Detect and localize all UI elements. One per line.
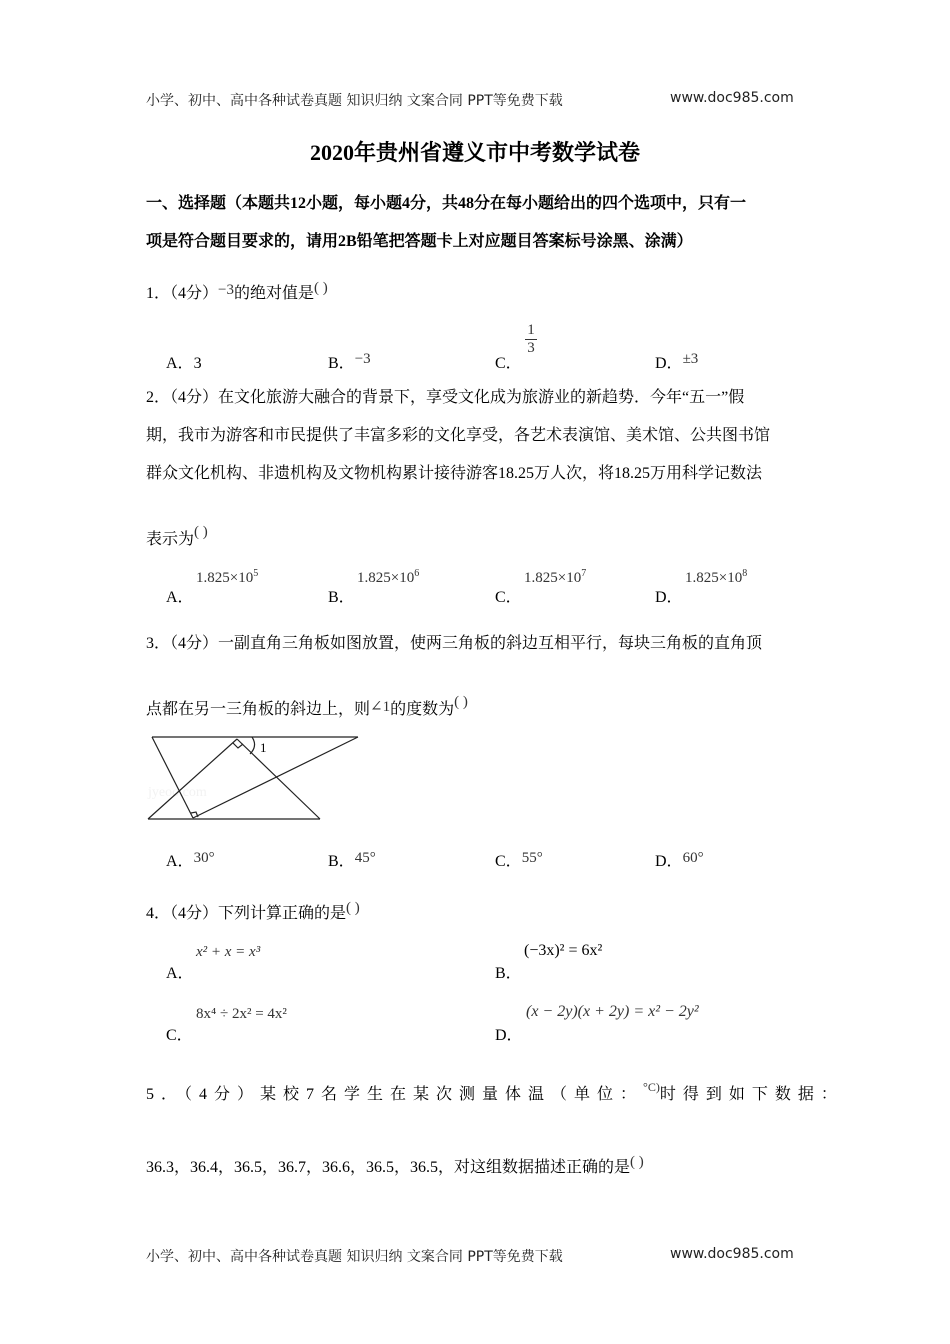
- q5-line1: 5．（4分）某校7名学生在某次测量体温（单位：$^{^\circ C)}$时得到如下数据：: [146, 1080, 844, 1103]
- triangle-b-leg: [148, 739, 237, 819]
- q2-line4: 表示为( ): [146, 524, 208, 548]
- q1-fraction: 1 3: [525, 322, 537, 357]
- q4-option-c-value: 8x⁴ ÷ 2x² = 4x²: [196, 1006, 287, 1022]
- q1-option-c[interactable]: C．: [495, 355, 522, 372]
- q3-option-c[interactable]: C．55°: [495, 850, 543, 870]
- q5-line2: 36.3，36.4，36.5，36.7，36.6，36.5，36.5，对这组数据描述正确的是( ): [146, 1154, 644, 1176]
- q4-option-a[interactable]: A．: [166, 965, 194, 982]
- q3-option-b[interactable]: B．45°: [328, 850, 376, 870]
- section-heading: 一、选择题（本题共12小题，每小题4分，共48分在每小题给出的四个选项中，只有一: [146, 195, 747, 212]
- q3-line1: 3．（4分）一副直角三角板如图放置，使两三角板的斜边互相平行，每块三角板的直角顶: [146, 635, 763, 652]
- q1-stem: 1．（4分）−3的绝对值是( ): [146, 280, 328, 302]
- q2-line1: 2．（4分）在文化旅游大融合的背景下，享受文化成为旅游业的新趋势．今年“五一”假: [146, 389, 745, 406]
- q4-option-c[interactable]: C．: [166, 1027, 193, 1044]
- q4-option-d[interactable]: D．: [495, 1027, 523, 1044]
- section-heading-cont: 项是符合题目要求的，请用2B铅笔把答题卡上对应题目答案标号涂黑、涂满）: [146, 233, 693, 250]
- page-title: 2020年贵州省遵义市中考数学试卷: [309, 140, 640, 165]
- q1-option-d[interactable]: D．±3: [655, 351, 699, 372]
- header-link[interactable]: www.doc985.com: [670, 90, 794, 106]
- q3-line2: 点都在另一三角板的斜边上，则∠1的度数为( ): [146, 694, 468, 718]
- header-text: 小学、初中、高中各种试卷真题 知识归纳 文案合同 PPT等免费下载: [146, 93, 563, 109]
- q2-option-d[interactable]: D．: [655, 589, 683, 606]
- triangle-a-leg2: [193, 737, 358, 818]
- q2-option-b[interactable]: B．: [328, 589, 355, 606]
- q4-option-b[interactable]: B．: [495, 965, 522, 982]
- footer-text: 小学、初中、高中各种试卷真题 知识归纳 文案合同 PPT等免费下载: [146, 1249, 563, 1265]
- figure-watermark: jyeoo.com: [148, 785, 207, 800]
- q2-option-c[interactable]: C．: [495, 589, 522, 606]
- triangle-b-leg2: [237, 739, 320, 819]
- q1-option-b[interactable]: B．−3: [328, 351, 371, 372]
- q2-option-c-value: $1.825\times 10^7$: [524, 568, 587, 586]
- q3-option-a[interactable]: A．30°: [166, 850, 215, 870]
- q3-option-d[interactable]: D．60°: [655, 850, 704, 870]
- triangle-figure: [140, 728, 370, 828]
- q4-option-a-value: x² + x = x³: [196, 944, 261, 960]
- triangle-a-leg: [152, 737, 193, 818]
- q2-line3: 群众文化机构、非遗机构及文物机构累计接待游客18.25万人次，将18.25万用科学记数法: [146, 465, 763, 482]
- q4-option-b-value: (−3x)² = 6x²: [524, 942, 603, 959]
- angle-label: 1: [260, 740, 267, 755]
- q1-option-a[interactable]: A．3: [166, 355, 202, 372]
- q4-stem: 4．（4分）下列计算正确的是( ): [146, 900, 360, 922]
- q2-option-b-value: $1.825\times 10^6$: [357, 568, 420, 586]
- q2-line2: 期，我市为游客和市民提供了丰富多彩的文化享受，各艺术表演馆、美术馆、公共图书馆: [146, 427, 771, 444]
- q2-option-a[interactable]: A．: [166, 589, 194, 606]
- q2-option-a-value: $1.825\times 10^5$: [196, 568, 259, 586]
- q2-option-d-value: $1.825\times 10^8$: [685, 568, 748, 586]
- q4-option-d-value: (x − 2y)(x + 2y) = x² − 2y²: [526, 1003, 699, 1020]
- footer-link[interactable]: www.doc985.com: [670, 1246, 794, 1262]
